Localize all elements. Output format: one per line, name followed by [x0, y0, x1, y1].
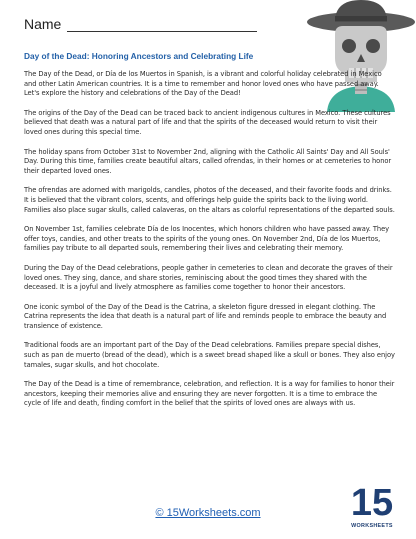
- name-label: Name: [24, 16, 62, 32]
- logo-number: 15: [351, 482, 393, 524]
- paragraph-3: The holiday spans from October 31st to November 2nd, aligning with the Catholic All Saints' Day and All Souls' Day. During this time, families create beautiful altars, called ofrendas, in their homes or at cemeteries to honor their departed loved ones.: [24, 147, 392, 175]
- paragraph-5: On November 1st, families celebrate Día de los Inocentes, which honors children who have passed away. They offer toys, candies, and other treats to the spirits of the young ones. On November 2nd, Día de los Muertos, families pay tribute to all departed souls, remembering their lives and celebrating their memory.: [24, 225, 390, 253]
- copyright-link[interactable]: © 15Worksheets.com: [155, 507, 261, 519]
- paragraph-4: The ofrendas are adorned with marigolds, candles, photos of the deceased, and their favorite foods and drinks. It is believed that the vibrant colors, scents, and offerings help guide the spirits back to the living world. Families also place sugar skulls, called calaveras, on the altars as colorful representations of the departed souls.: [24, 186, 395, 214]
- paragraph-8: Traditional foods are an important part of the Day of the Dead celebrations. Families prepare special dishes, such as pan de muerto (bread of the dead), which is a sweet bread shaped like a skull or bones. They also enjoy tamales, sugar skulls, and hot chocolate.: [24, 341, 395, 369]
- paragraph-2: The origins of the Day of the Dead can be traced back to ancient indigenous cultures in Mexico. These cultures believed that death was a natural part of life and that the spirits of the deceased would return to visit their loved ones during this special time.: [24, 108, 391, 136]
- paragraph-9: The Day of the Dead is a time of remembrance, celebration, and reflection. It is a way for families to honor their ancestors, keeping their memories alive and ensuring they are never forgotten. It is a time to embrace the cycle of life and death, finding comfort in the belief that the spirits of loved ones are always with us.: [24, 380, 395, 408]
- paragraph-7: One iconic symbol of the Day of the Dead is the Catrina, a skeleton figure dressed in elegant clothing. The Catrina represents the idea that death is a natural part of life and reminds people to embrace the beauty and transience of existence.: [24, 302, 387, 330]
- worksheet-body: [24, 70, 396, 419]
- logo-text: WORKSHEETS: [351, 523, 393, 529]
- paragraph-6: During the Day of the Dead celebrations, people gather in cemeteries to clean and decorate the graves of their loved ones. They sing, dance, and share stories, reminiscing about the good times they shared with the deceased. It is a joyful and lively atmosphere as families come together to honor their ancestors.: [24, 263, 393, 292]
- paragraph-1: The Day of the Dead, or Día de los Muertos in Spanish, is a vibrant and colorful holiday celebrated in Mexico and other Latin American countries. It is a time to remember and honor loved ones who have passed away. Let's explore the history and celebrations of the Day of the Dead!: [24, 70, 382, 98]
- worksheet-title: Day of the Dead: Honoring Ancestors and Celebrating Life: [24, 51, 254, 61]
- 15worksheets-logo-icon: [351, 479, 393, 533]
- name-row: [24, 16, 257, 32]
- name-input-line[interactable]: [67, 17, 257, 32]
